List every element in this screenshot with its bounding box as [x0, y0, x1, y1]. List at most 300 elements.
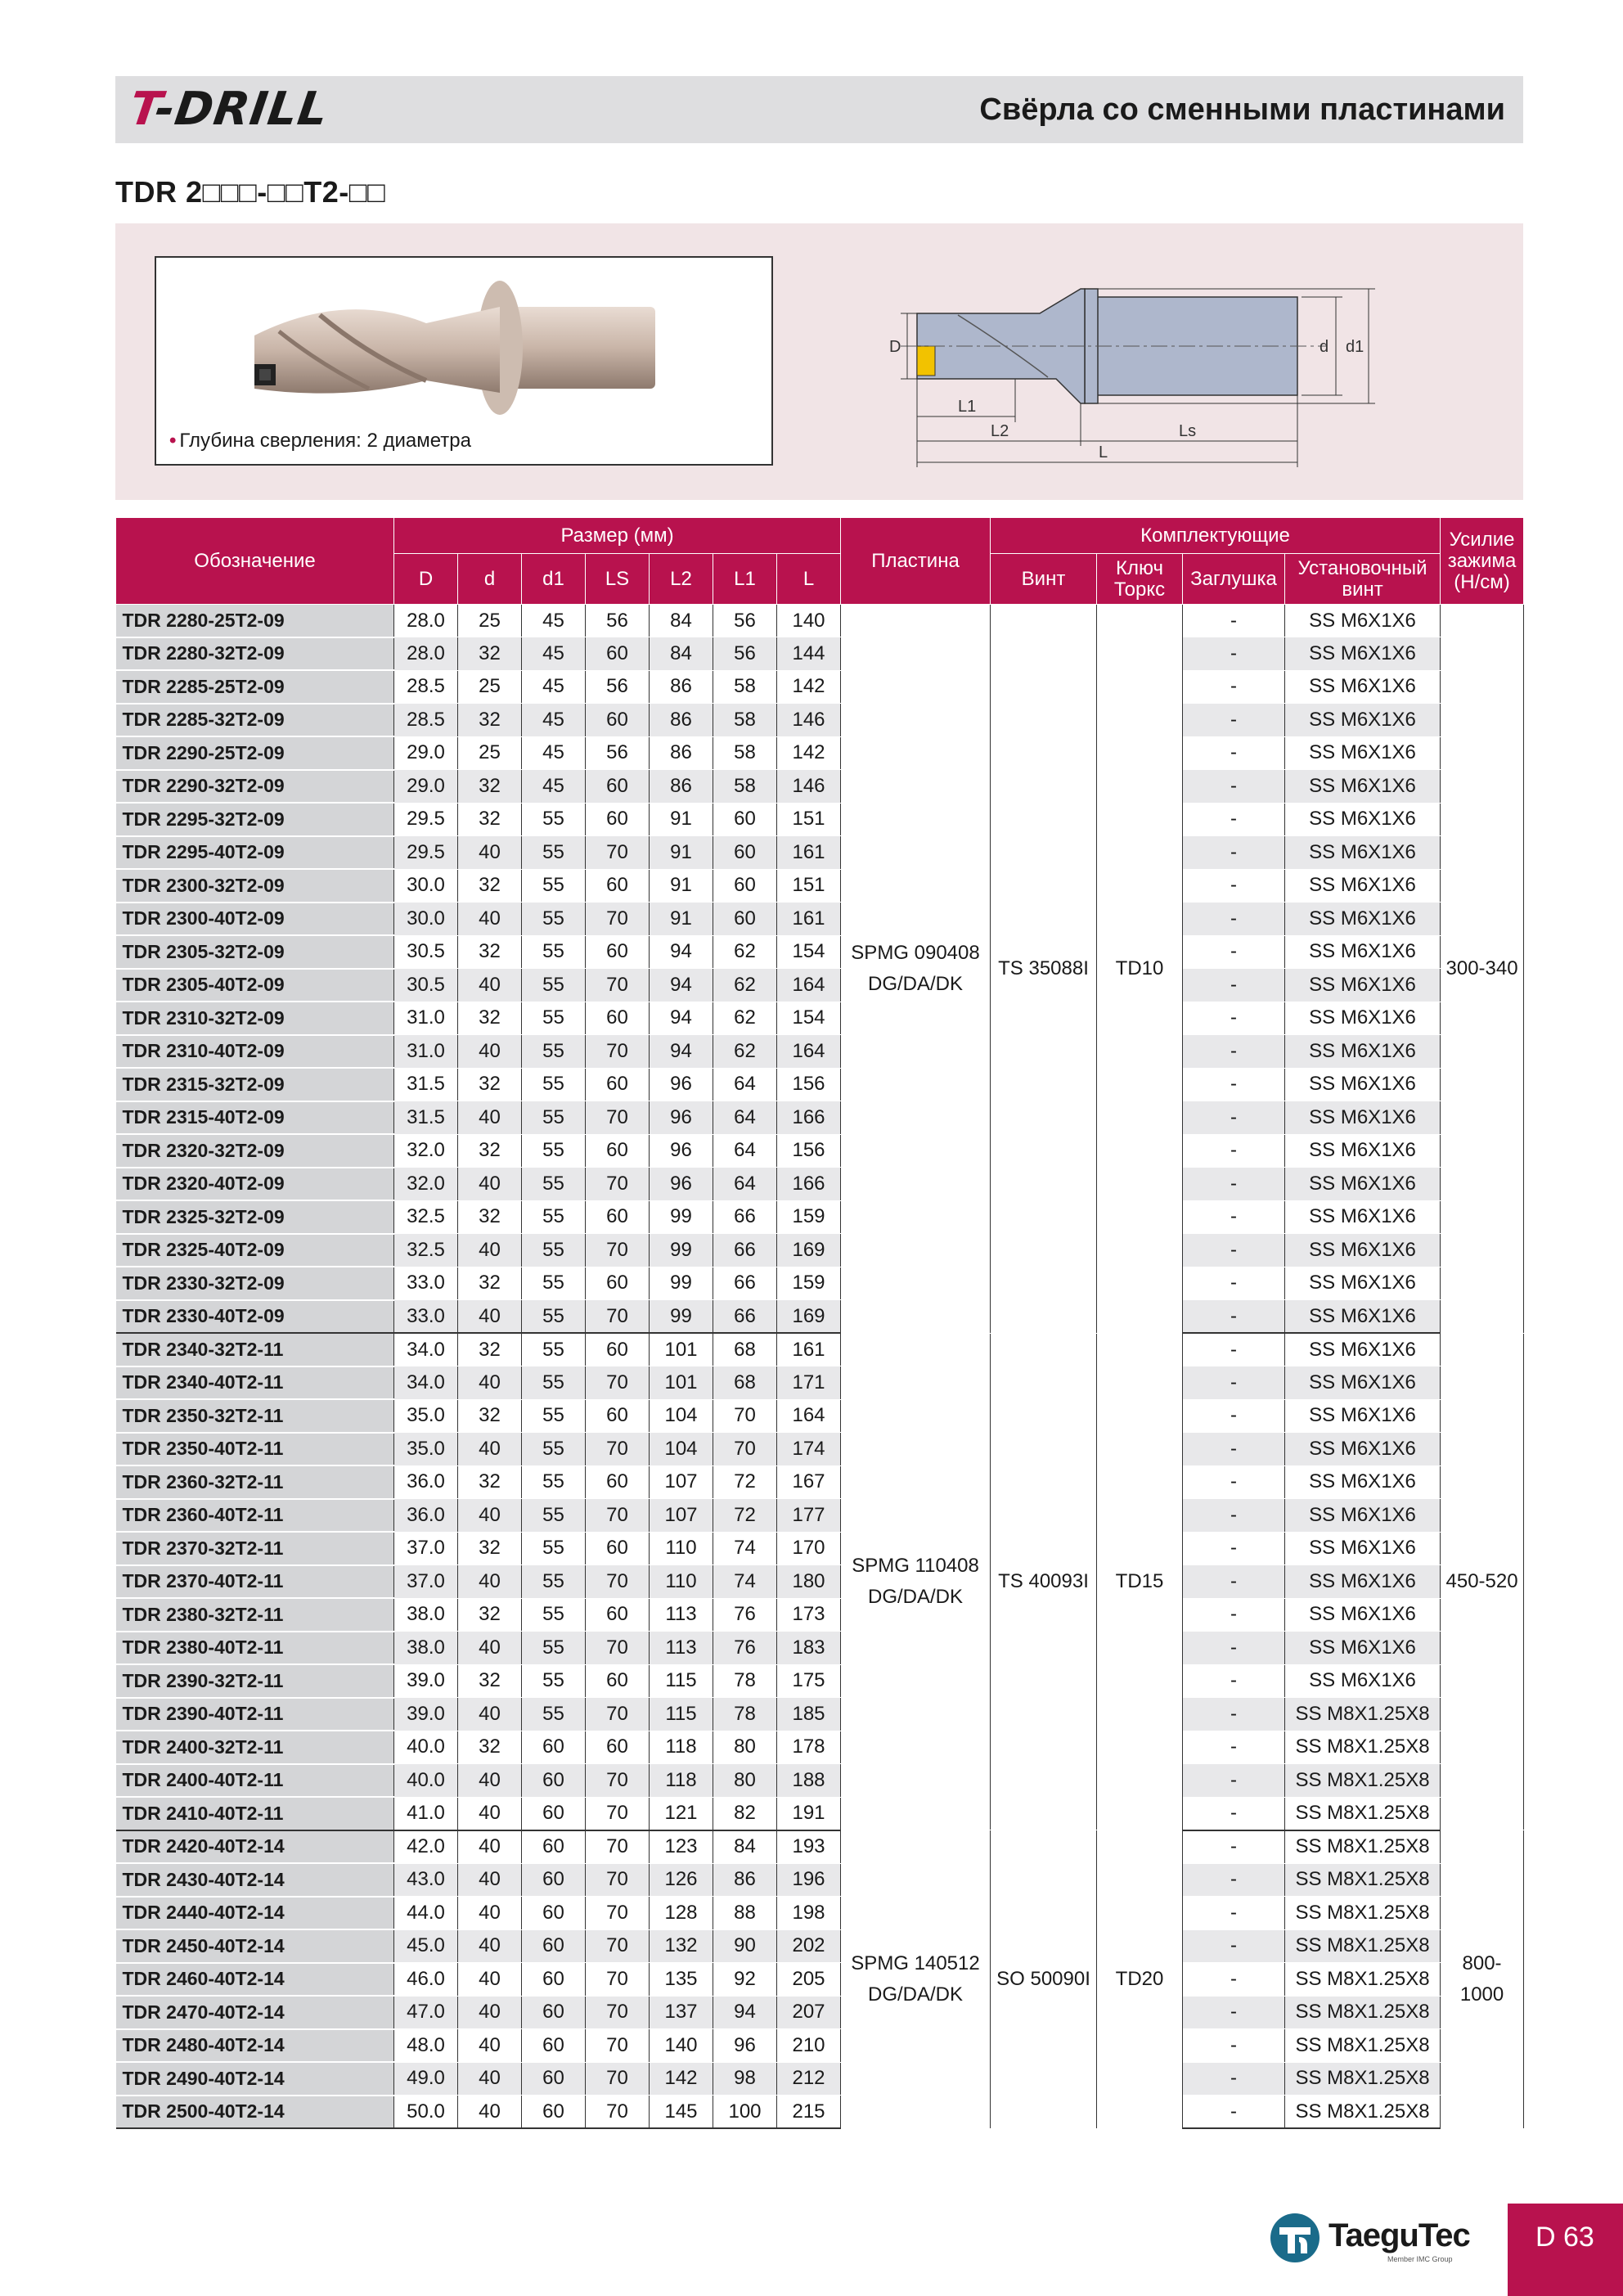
dim-cell-L2: 142	[650, 2062, 713, 2096]
set-screw-cell: SS M6X1X6	[1285, 1333, 1441, 1366]
table-row	[116, 1002, 1524, 1035]
dim-cell-L2: 86	[650, 704, 713, 737]
designation-cell: TDR 2410-40T2-11	[116, 1797, 394, 1830]
plug-cell: -	[1183, 1399, 1285, 1433]
dim-cell-d1: 60	[522, 1797, 586, 1830]
plug-cell: -	[1183, 1797, 1285, 1830]
table-row	[116, 1366, 1524, 1400]
plug-cell: -	[1183, 869, 1285, 903]
plug-cell: -	[1183, 1002, 1285, 1035]
designation-cell: TDR 2300-40T2-09	[116, 903, 394, 936]
table-row	[116, 770, 1524, 804]
dim-cell-d: 40	[458, 1797, 522, 1830]
dim-cell-L2: 91	[650, 903, 713, 936]
set-screw-cell: SS M6X1X6	[1285, 1399, 1441, 1433]
dim-cell-L: 161	[777, 903, 841, 936]
designation-cell: TDR 2320-32T2-09	[116, 1134, 394, 1168]
dim-cell-L1: 56	[713, 637, 777, 671]
dim-cell-L1: 78	[713, 1664, 777, 1698]
plug-cell: -	[1183, 1465, 1285, 1499]
dim-cell-L2: 99	[650, 1300, 713, 1334]
dim-cell-d: 40	[458, 1764, 522, 1798]
dim-cell-L1: 64	[713, 1068, 777, 1101]
dim-cell-D: 31.0	[394, 1002, 458, 1035]
plug-cell: -	[1183, 903, 1285, 936]
dim-cell-d: 32	[458, 1134, 522, 1168]
designation-cell: TDR 2400-40T2-11	[116, 1764, 394, 1798]
dim-cell-D: 33.0	[394, 1300, 458, 1334]
dim-cell-d1: 55	[522, 935, 586, 969]
plug-cell: -	[1183, 2062, 1285, 2096]
dim-cell-d1: 60	[522, 1764, 586, 1798]
dim-cell-D: 28.0	[394, 637, 458, 671]
dim-cell-Ls: 70	[586, 969, 650, 1002]
insert-cell	[841, 1830, 991, 2129]
dim-cell-L1: 60	[713, 803, 777, 836]
dim-cell-L2: 99	[650, 1267, 713, 1300]
dim-cell-d1: 45	[522, 605, 586, 637]
plug-cell: -	[1183, 1664, 1285, 1698]
dim-cell-D: 29.5	[394, 836, 458, 870]
dim-cell-L2: 110	[650, 1565, 713, 1599]
table-row	[116, 1698, 1524, 1731]
dim-cell-L2: 96	[650, 1101, 713, 1135]
designation-cell: TDR 2330-32T2-09	[116, 1267, 394, 1300]
dim-cell-d: 40	[458, 1234, 522, 1267]
dim-cell-L1: 86	[713, 1863, 777, 1897]
table-row	[116, 869, 1524, 903]
set-screw-cell: SS M6X1X6	[1285, 1234, 1441, 1267]
dim-cell-D: 30.5	[394, 969, 458, 1002]
dim-cell-Ls: 70	[586, 1632, 650, 1665]
table-row	[116, 1897, 1524, 1930]
dim-cell-Ls: 70	[586, 903, 650, 936]
set-screw-cell: SS M8X1.25X8	[1285, 1897, 1441, 1930]
set-screw-cell: SS M6X1X6	[1285, 670, 1441, 704]
page-number-tab	[1508, 2204, 1623, 2296]
taegutec-emblem-icon	[1266, 2209, 1324, 2267]
insert-line: DG/DA/DK	[868, 1585, 964, 1608]
dim-cell-d: 32	[458, 1598, 522, 1632]
table-row	[116, 704, 1524, 737]
table-row	[116, 1300, 1524, 1334]
clamp-force-cell	[1441, 605, 1524, 1334]
dim-cell-d1: 45	[522, 670, 586, 704]
dim-cell-d: 25	[458, 736, 522, 770]
dim-cell-D: 39.0	[394, 1698, 458, 1731]
plug-cell: -	[1183, 836, 1285, 870]
dim-cell-d1: 60	[522, 1731, 586, 1764]
plug-cell: -	[1183, 1731, 1285, 1764]
dim-cell-L: 177	[777, 1499, 841, 1533]
dim-cell-Ls: 60	[586, 935, 650, 969]
brand-name: TaeguTec	[1329, 2217, 1470, 2253]
dim-cell-L1: 96	[713, 2029, 777, 2063]
dim-cell-L2: 86	[650, 670, 713, 704]
dim-cell-Ls: 70	[586, 1168, 650, 1201]
dim-cell-d: 40	[458, 903, 522, 936]
dim-cell-d: 40	[458, 1632, 522, 1665]
dim-cell-d: 32	[458, 1465, 522, 1499]
dim-cell-D: 31.5	[394, 1068, 458, 1101]
dim-cell-Ls: 56	[586, 736, 650, 770]
dim-cell-Ls: 60	[586, 1267, 650, 1300]
brand-subtitle: Member IMC Group	[1387, 2255, 1453, 2263]
set-screw-cell: SS M6X1X6	[1285, 903, 1441, 936]
dim-cell-d: 40	[458, 1863, 522, 1897]
plug-cell: -	[1183, 1035, 1285, 1069]
plug-cell: -	[1183, 770, 1285, 804]
dim-cell-d1: 55	[522, 1134, 586, 1168]
dim-cell-d1: 55	[522, 1300, 586, 1334]
table-row	[116, 1168, 1524, 1201]
dim-cell-L2: 99	[650, 1234, 713, 1267]
dim-cell-D: 36.0	[394, 1499, 458, 1533]
dim-cell-L1: 72	[713, 1499, 777, 1533]
set-screw-cell: SS M6X1X6	[1285, 1101, 1441, 1135]
dim-cell-L: 193	[777, 1830, 841, 1864]
dim-cell-L: 146	[777, 704, 841, 737]
dim-cell-D: 35.0	[394, 1399, 458, 1433]
dim-cell-d: 32	[458, 935, 522, 969]
designation-cell: TDR 2285-25T2-09	[116, 670, 394, 704]
dim-cell-d1: 60	[522, 2062, 586, 2096]
table-row	[116, 2062, 1524, 2096]
dim-label-d: d	[1320, 338, 1329, 356]
dim-cell-Ls: 70	[586, 1035, 650, 1069]
dim-cell-L2: 94	[650, 1035, 713, 1069]
dim-cell-L2: 118	[650, 1731, 713, 1764]
designation-cell: TDR 2380-32T2-11	[116, 1598, 394, 1632]
clamp-header-line2: зажима	[1447, 549, 1517, 572]
designation-cell: TDR 2500-40T2-14	[116, 2096, 394, 2129]
set-screw-cell: SS M6X1X6	[1285, 869, 1441, 903]
dim-cell-D: 28.5	[394, 704, 458, 737]
header-title: Свёрла со сменными пластинами	[979, 92, 1505, 127]
dim-cell-L1: 64	[713, 1168, 777, 1201]
dim-cell-L: 144	[777, 637, 841, 671]
dim-cell-D: 32.0	[394, 1134, 458, 1168]
dim-cell-d: 32	[458, 1532, 522, 1565]
plug-cell: -	[1183, 1366, 1285, 1400]
dim-cell-d: 32	[458, 704, 522, 737]
set-screw-cell: SS M6X1X6	[1285, 637, 1441, 671]
dim-cell-D: 34.0	[394, 1366, 458, 1400]
dim-cell-Ls: 60	[586, 704, 650, 737]
set-screw-cell: SS M6X1X6	[1285, 1002, 1441, 1035]
dim-cell-d: 40	[458, 2096, 522, 2129]
dim-cell-D: 50.0	[394, 2096, 458, 2129]
col-group-size: Размер (мм)	[394, 518, 841, 554]
dim-cell-d: 40	[458, 1698, 522, 1731]
dim-cell-Ls: 56	[586, 605, 650, 637]
dim-label-d1: d1	[1346, 338, 1364, 356]
set-screw-cell: SS M8X1.25X8	[1285, 2062, 1441, 2096]
dim-cell-D: 31.0	[394, 1035, 458, 1069]
screw-cell: TS 35088I	[991, 605, 1097, 1334]
set-screw-cell: SS M6X1X6	[1285, 935, 1441, 969]
dim-cell-L1: 98	[713, 2062, 777, 2096]
dim-cell-L1: 66	[713, 1200, 777, 1234]
dim-cell-D: 29.5	[394, 803, 458, 836]
dim-cell-Ls: 60	[586, 1002, 650, 1035]
dim-cell-D: 37.0	[394, 1532, 458, 1565]
dim-cell-d1: 55	[522, 1433, 586, 1466]
dim-cell-Ls: 70	[586, 2096, 650, 2129]
insert-line: DG/DA/DK	[868, 972, 964, 995]
dim-cell-Ls: 70	[586, 1499, 650, 1533]
plug-cell: -	[1183, 605, 1285, 637]
set-screw-cell: SS M6X1X6	[1285, 1632, 1441, 1665]
designation-cell: TDR 2325-40T2-09	[116, 1234, 394, 1267]
dim-cell-L: 164	[777, 969, 841, 1002]
col-L: L	[777, 554, 841, 605]
designation-cell: TDR 2350-40T2-11	[116, 1433, 394, 1466]
setscrew-header-line1: Установочный	[1297, 556, 1427, 579]
dim-cell-Ls: 60	[586, 1134, 650, 1168]
product-photo	[155, 256, 773, 466]
designation-cell: TDR 2370-32T2-11	[116, 1532, 394, 1565]
dim-cell-d1: 55	[522, 1068, 586, 1101]
dim-cell-D: 30.5	[394, 935, 458, 969]
dim-cell-D: 39.0	[394, 1664, 458, 1698]
dim-cell-D: 37.0	[394, 1565, 458, 1599]
dim-cell-d1: 55	[522, 903, 586, 936]
plug-cell: -	[1183, 803, 1285, 836]
plug-cell: -	[1183, 1764, 1285, 1798]
spec-table	[115, 517, 1524, 2129]
logo-rest: -DRILL	[151, 83, 332, 136]
dim-cell-D: 31.5	[394, 1101, 458, 1135]
table-row	[116, 1565, 1524, 1599]
dim-cell-L: 175	[777, 1664, 841, 1698]
dim-cell-L1: 66	[713, 1234, 777, 1267]
clamp-header-line3: (Н/см)	[1454, 570, 1510, 593]
dim-cell-L2: 113	[650, 1598, 713, 1632]
dim-cell-Ls: 70	[586, 1101, 650, 1135]
col-L2: L2	[650, 554, 713, 605]
dim-cell-L2: 132	[650, 1929, 713, 1963]
dim-cell-L1: 62	[713, 969, 777, 1002]
dim-cell-L1: 62	[713, 935, 777, 969]
dim-cell-Ls: 70	[586, 1300, 650, 1334]
plug-cell: -	[1183, 969, 1285, 1002]
set-screw-cell: SS M8X1.25X8	[1285, 1996, 1441, 2029]
table-row	[116, 2029, 1524, 2063]
dim-cell-L2: 86	[650, 770, 713, 804]
dim-cell-d: 40	[458, 1996, 522, 2029]
set-screw-cell: SS M6X1X6	[1285, 1532, 1441, 1565]
dim-cell-L1: 60	[713, 836, 777, 870]
table-row	[116, 1134, 1524, 1168]
dim-cell-L: 169	[777, 1300, 841, 1334]
plug-cell: -	[1183, 1532, 1285, 1565]
plug-cell: -	[1183, 1996, 1285, 2029]
dim-cell-Ls: 60	[586, 803, 650, 836]
dim-cell-d1: 55	[522, 1234, 586, 1267]
dim-cell-L2: 91	[650, 869, 713, 903]
dim-cell-L: 161	[777, 836, 841, 870]
set-screw-cell: SS M8X1.25X8	[1285, 1797, 1441, 1830]
plug-cell: -	[1183, 2096, 1285, 2129]
table-row	[116, 1465, 1524, 1499]
dim-cell-L2: 86	[650, 736, 713, 770]
dim-cell-L: 207	[777, 1996, 841, 2029]
dim-cell-Ls: 70	[586, 1863, 650, 1897]
dim-cell-L: 198	[777, 1897, 841, 1930]
dim-cell-d: 32	[458, 637, 522, 671]
plug-cell: -	[1183, 1168, 1285, 1201]
dim-cell-d: 32	[458, 869, 522, 903]
dim-cell-Ls: 70	[586, 1797, 650, 1830]
dim-cell-D: 30.0	[394, 903, 458, 936]
insert-line: SPMG 090408	[851, 941, 980, 964]
plug-cell: -	[1183, 1200, 1285, 1234]
table-row	[116, 1267, 1524, 1300]
torx-header-line1: Ключ	[1116, 556, 1163, 579]
col-set-screw	[1285, 554, 1441, 605]
dim-cell-L: 159	[777, 1200, 841, 1234]
dim-cell-L2: 145	[650, 2096, 713, 2129]
screw-cell: SO 50090I	[991, 1830, 1097, 2129]
col-designation: Обозначение	[116, 518, 394, 605]
taegutec-logo	[1266, 2209, 1479, 2267]
dim-cell-Ls: 70	[586, 836, 650, 870]
dim-cell-d: 40	[458, 1101, 522, 1135]
designation-cell: TDR 2340-40T2-11	[116, 1366, 394, 1400]
designation-cell: TDR 2315-32T2-09	[116, 1068, 394, 1101]
dim-cell-L1: 74	[713, 1565, 777, 1599]
dim-cell-L: 167	[777, 1465, 841, 1499]
designation-cell: TDR 2325-32T2-09	[116, 1200, 394, 1234]
dim-cell-d1: 55	[522, 1632, 586, 1665]
dim-cell-L1: 90	[713, 1929, 777, 1963]
dim-cell-d: 32	[458, 1002, 522, 1035]
plug-cell: -	[1183, 1929, 1285, 1963]
plug-cell: -	[1183, 1300, 1285, 1334]
set-screw-cell: SS M6X1X6	[1285, 1433, 1441, 1466]
dim-cell-Ls: 70	[586, 1830, 650, 1864]
dim-cell-L: 205	[777, 1963, 841, 1997]
clamp-force-line: 1000	[1459, 1983, 1504, 2006]
designation-cell: TDR 2420-40T2-14	[116, 1830, 394, 1864]
plug-cell: -	[1183, 1101, 1285, 1135]
dim-cell-D: 28.5	[394, 670, 458, 704]
designation-cell: TDR 2450-40T2-14	[116, 1929, 394, 1963]
dim-cell-d1: 55	[522, 1532, 586, 1565]
dim-cell-d: 40	[458, 1168, 522, 1201]
table-row	[116, 1797, 1524, 1830]
dim-cell-d: 40	[458, 1897, 522, 1930]
designation-cell: TDR 2295-32T2-09	[116, 803, 394, 836]
dim-cell-L: 196	[777, 1863, 841, 1897]
dim-cell-L2: 107	[650, 1465, 713, 1499]
plug-cell: -	[1183, 1565, 1285, 1599]
col-L1: L1	[713, 554, 777, 605]
dim-cell-d: 32	[458, 770, 522, 804]
dim-cell-L1: 62	[713, 1035, 777, 1069]
model-title: TDR 2□□□-□□T2-□□	[115, 175, 386, 209]
dim-cell-Ls: 70	[586, 1234, 650, 1267]
dim-cell-L: 161	[777, 1333, 841, 1366]
illustration-panel	[115, 223, 1523, 500]
set-screw-cell: SS M8X1.25X8	[1285, 1764, 1441, 1798]
dim-cell-L: 164	[777, 1399, 841, 1433]
dim-cell-Ls: 70	[586, 1433, 650, 1466]
dim-cell-L: 156	[777, 1134, 841, 1168]
dim-cell-L: 166	[777, 1101, 841, 1135]
dim-cell-d1: 55	[522, 1598, 586, 1632]
dim-cell-L2: 94	[650, 935, 713, 969]
set-screw-cell: SS M6X1X6	[1285, 1598, 1441, 1632]
dim-cell-L: 178	[777, 1731, 841, 1764]
dim-cell-D: 29.0	[394, 770, 458, 804]
set-screw-cell: SS M6X1X6	[1285, 1168, 1441, 1201]
dim-cell-d1: 55	[522, 1399, 586, 1433]
set-screw-cell: SS M6X1X6	[1285, 969, 1441, 1002]
dim-cell-D: 30.0	[394, 869, 458, 903]
dim-cell-D: 46.0	[394, 1963, 458, 1997]
table-row	[116, 803, 1524, 836]
designation-cell: TDR 2460-40T2-14	[116, 1963, 394, 1997]
dim-cell-D: 35.0	[394, 1433, 458, 1466]
dim-label-Ls: Ls	[1179, 422, 1197, 440]
set-screw-cell: SS M6X1X6	[1285, 836, 1441, 870]
dim-cell-L1: 66	[713, 1300, 777, 1334]
insert-line: DG/DA/DK	[868, 1983, 964, 2006]
clamp-force-cell	[1441, 1333, 1524, 1830]
dim-cell-L1: 92	[713, 1963, 777, 1997]
set-screw-cell: SS M6X1X6	[1285, 736, 1441, 770]
dim-cell-Ls: 60	[586, 770, 650, 804]
clamp-force-line: 450-520	[1445, 1569, 1518, 1592]
dim-cell-L: 151	[777, 869, 841, 903]
dim-cell-d1: 55	[522, 869, 586, 903]
dim-cell-d1: 60	[522, 1929, 586, 1963]
header-band	[115, 76, 1523, 143]
dim-cell-L2: 104	[650, 1433, 713, 1466]
dim-cell-L: 166	[777, 1168, 841, 1201]
dim-cell-Ls: 70	[586, 1366, 650, 1400]
dim-cell-d1: 55	[522, 1002, 586, 1035]
dim-cell-L2: 96	[650, 1134, 713, 1168]
dim-cell-L: 156	[777, 1068, 841, 1101]
dim-cell-d: 40	[458, 1830, 522, 1864]
table-row	[116, 605, 1524, 637]
dim-cell-d: 32	[458, 803, 522, 836]
dim-cell-d: 32	[458, 1731, 522, 1764]
col-Ls: LS	[586, 554, 650, 605]
dim-cell-d1: 55	[522, 1499, 586, 1533]
dim-cell-L1: 74	[713, 1532, 777, 1565]
dim-cell-L2: 99	[650, 1200, 713, 1234]
table-row	[116, 1929, 1524, 1963]
dim-cell-d: 32	[458, 1333, 522, 1366]
dim-cell-L: 142	[777, 736, 841, 770]
dim-cell-L2: 101	[650, 1366, 713, 1400]
dim-cell-Ls: 70	[586, 1764, 650, 1798]
col-clamp-force	[1441, 518, 1524, 605]
dim-cell-D: 28.0	[394, 605, 458, 637]
dim-cell-d1: 60	[522, 1996, 586, 2029]
col-D: D	[394, 554, 458, 605]
dim-cell-Ls: 56	[586, 670, 650, 704]
dim-cell-D: 36.0	[394, 1465, 458, 1499]
plug-cell: -	[1183, 1068, 1285, 1101]
dim-cell-L1: 68	[713, 1366, 777, 1400]
dim-cell-d1: 55	[522, 803, 586, 836]
dim-cell-L1: 56	[713, 605, 777, 637]
